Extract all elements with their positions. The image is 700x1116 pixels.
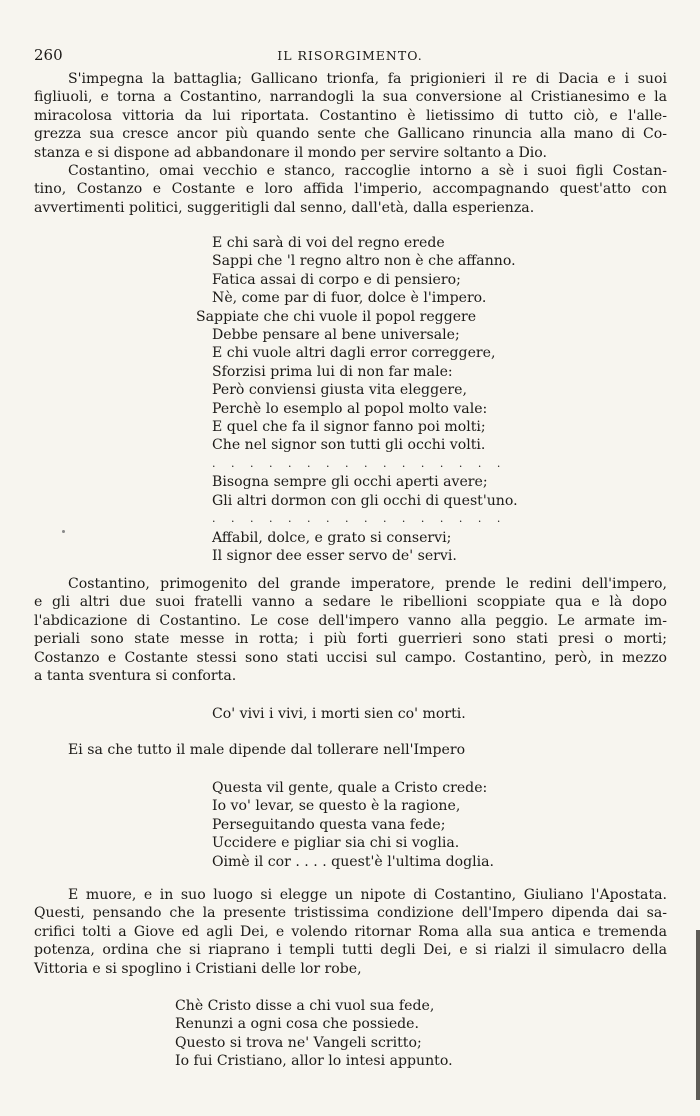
text-line: periali sono state messe in rotta; i più forti guerrieri sono stati presi o morti;: [34, 631, 667, 648]
verse-line: Renunzi a ogni cosa che possiede.: [175, 1016, 419, 1033]
verse-line: Bisogna sempre gli occhi aperti avere;: [212, 474, 488, 491]
running-title: IL RISORGIMENTO.: [277, 48, 423, 63]
text-line: Costanzo e Costante stessi sono stati uccisi sul campo. Costantino, però, in mezzo: [34, 649, 667, 666]
text-line: Costantino, omai vecchio e stanco, raccoglie intorno a sè i suoi figli Costan-: [68, 163, 667, 179]
text-line: Questi, pensando che la presente tristissima condizione dell'Impero dipenda dai sa-: [34, 905, 667, 922]
text-line: tino, Costanzo e Costante e loro affida l'imperio, accompagnando quest'atto con: [34, 181, 667, 198]
verse-line: E quel che fa il signor fanno poi molti;: [212, 419, 486, 436]
text-line: potenza, ordina che si riaprano i templi tutti degli Dei, e si rialzi il simulacro della: [34, 942, 667, 959]
verse-line: Io vo' levar, se questo è la ragione,: [212, 798, 461, 815]
verse-block-counsel: [196, 234, 518, 565]
verse-line: Affabil, dolce, e grato si conservi;: [212, 529, 452, 546]
page-edge-shadow: [696, 930, 700, 1100]
text-line: grezza sua cresce ancor più quando sente che Gallicano rinuncia alla mano di Co-: [34, 126, 667, 143]
running-head: [34, 46, 666, 66]
text-line: Vittoria e si spoglino i Cristiani delle lor robe,: [34, 960, 362, 977]
verse-line: Che nel signor son tutti gli occhi volti.: [212, 437, 486, 454]
text-line: figliuoli, e torna a Costantino, narrandogli la sua conversione al Cristianesimo e la: [34, 89, 667, 106]
verse-line: Chè Cristo disse a chi vuol sua fede,: [175, 998, 435, 1014]
verse-line: Oimè il cor . . . . quest'è l'ultima doglia.: [212, 853, 495, 870]
verse-line: Però conviensi giusta vita eleggere,: [212, 382, 467, 399]
paragraph-battle: [34, 70, 667, 162]
verse-line: Io fui Cristiano, allor lo intesi appunto.: [175, 1053, 453, 1070]
verse-line: E chi sarà di voi del regno erede: [212, 235, 445, 251]
verse-line: Sappiate che chi vuole il popol reggere: [196, 308, 477, 325]
verse-line: Gli altri dormon con gli occhi di quest'uno.: [212, 492, 518, 509]
ellipsis-row: . . . . . . . . . . . . . . . .: [212, 512, 507, 526]
paragraph-julian: [34, 886, 667, 978]
text-line: stanza e si dispone ad abbandonare il mondo per servire soltanto a Dio.: [34, 144, 547, 161]
verse-line: Uccidere e pigliar sia chi si voglia.: [212, 835, 460, 852]
single-verse: Co' vivi i vivi, i morti sien co' morti.: [212, 706, 466, 722]
text-line: e gli altri due suoi fratelli vanno a sedare le ribellioni scoppiate qua e là dopo: [34, 594, 667, 611]
text-line: a tanta sventura si conforta.: [34, 668, 237, 685]
verse-line: Sforzisi prima lui di non far male:: [212, 363, 453, 380]
verse-line: E chi vuole altri dagli error correggere,: [212, 345, 496, 362]
text-line: Costantino, primogenito del grande imperatore, prende le redini dell'impero,: [68, 576, 667, 592]
text-line: S'impegna la battaglia; Gallicano trionfa, fa prigionieri il re di Dacia e i suoi: [68, 71, 667, 87]
verse-line: Questa vil gente, quale a Cristo crede:: [212, 780, 488, 796]
verse-block-apostate: [175, 997, 453, 1071]
verse-line: Fatica assai di corpo e di pensiero;: [212, 271, 461, 288]
page-number: 260: [34, 46, 63, 64]
verse-line: Debbe pensare al bene universale;: [212, 327, 460, 344]
verse-line: Il signor dee esser servo de' servi.: [212, 547, 457, 564]
text-line: crifici tolti a Giove ed agli Dei, e volendo ritornar Roma alla sua antica e tremenda: [34, 923, 667, 940]
paragraph-abdication: [34, 162, 667, 217]
paragraph-tolerance: Ei sa che tutto il male dipende dal tollerare nell'Impero: [68, 742, 466, 758]
text-line: avvertimenti politici, suggeritigli dal senno, dall'età, dalla esperienza.: [34, 199, 535, 216]
verse-line: Perchè lo esemplo al popol molto vale:: [212, 400, 488, 417]
text-line: l'abdicazione di Costantino. Le cose dell'impero vanno alla peggio. Le armate im-: [34, 612, 667, 629]
verse-line: Sappi che 'l regno altro non è che affanno.: [212, 253, 516, 270]
verse-line: Perseguitando questa vana fede;: [212, 816, 446, 833]
verse-block-persecution: [212, 779, 494, 871]
verse-line: Questo si trova ne' Vangeli scritto;: [175, 1034, 422, 1051]
paper-speck: [62, 530, 65, 533]
paragraph-defeat: [34, 575, 667, 685]
ellipsis-row: . . . . . . . . . . . . . . . .: [212, 456, 507, 470]
text-line: E muore, e in suo luogo si elegge un nipote di Costantino, Giuliano l'Apostata.: [68, 887, 667, 903]
text-line: miracolosa vittoria da lui riportata. Costantino è lietissimo di tutto ciò, e l'alle-: [34, 107, 667, 124]
verse-line: Nè, come par di fuor, dolce è l'impero.: [212, 290, 487, 307]
